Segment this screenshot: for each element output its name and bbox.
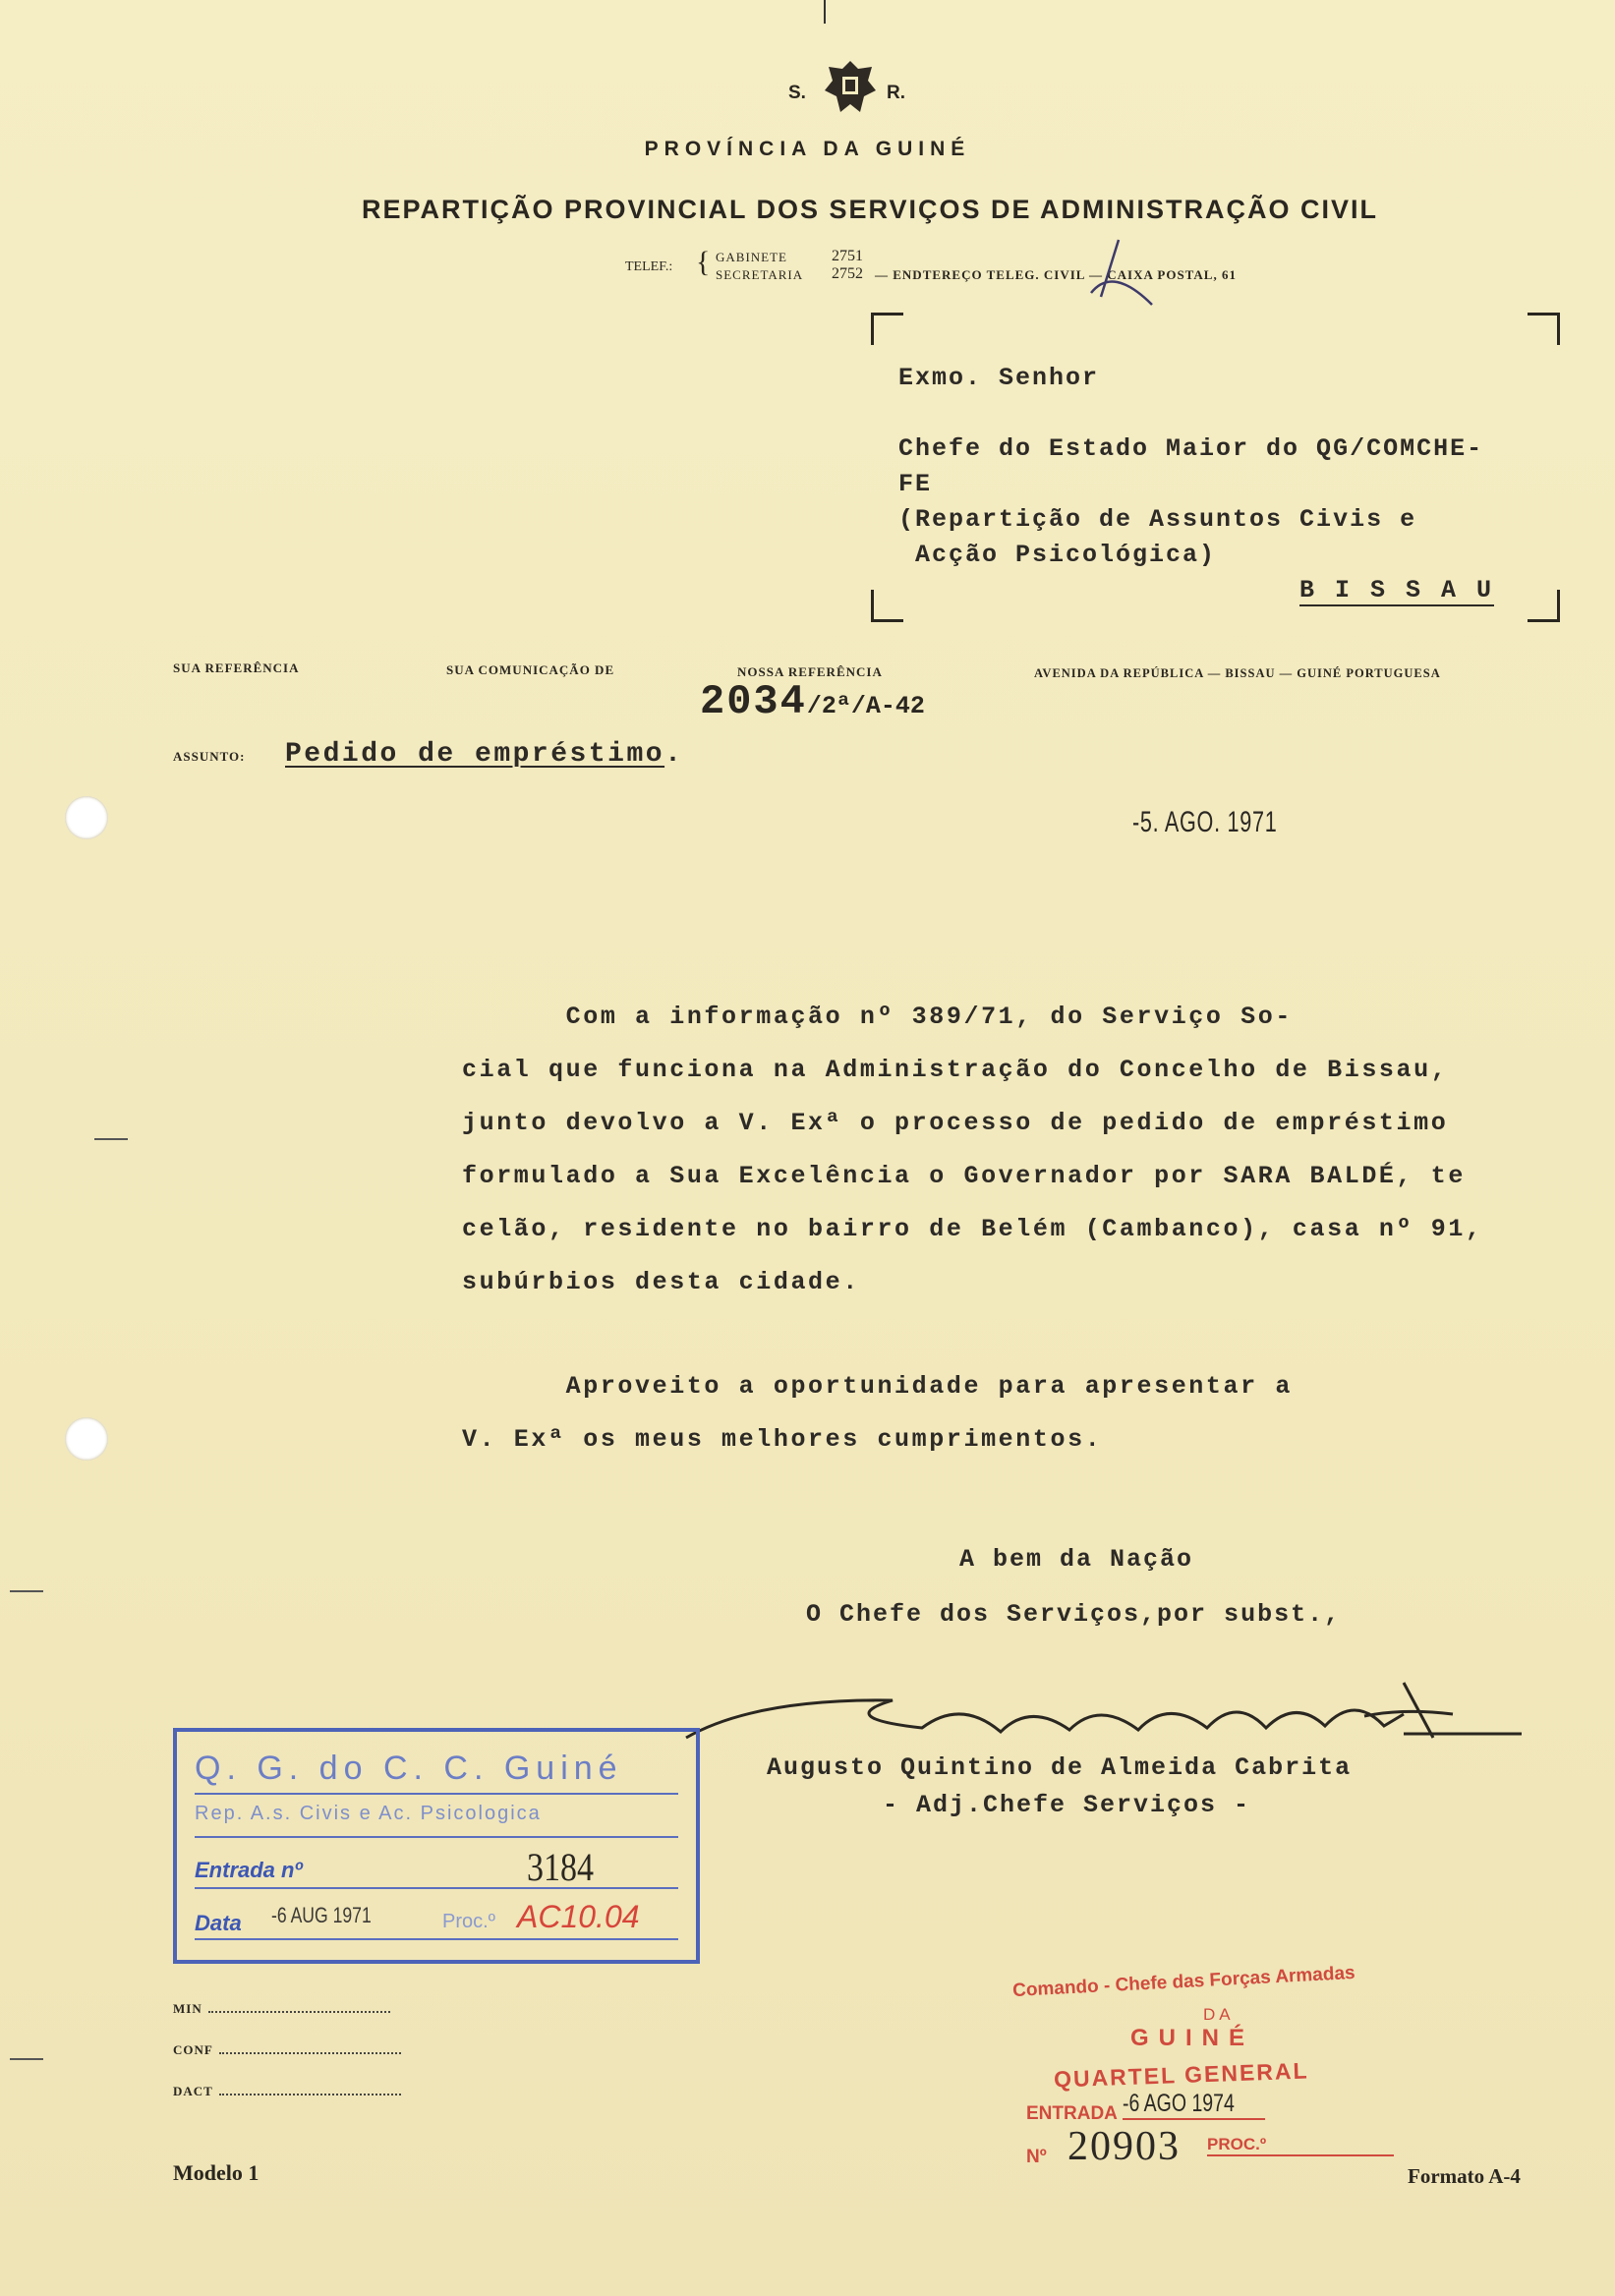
seal-right-letter: R. (887, 83, 905, 103)
punch-hole-bottom (65, 1417, 108, 1461)
model-label: Modelo 1 (173, 2160, 260, 2185)
stamp-red-date: -6 AGO 1974 (1123, 2090, 1265, 2120)
punch-hole-top (65, 796, 108, 839)
subject-label: ASSUNTO: (173, 749, 246, 764)
province-heading: PROVÍNCIA DA GUINÉ (644, 138, 971, 160)
closing-line-1: A bem da Nação (959, 1545, 1194, 1574)
stamp-red-entry-label: ENTRADA (1026, 2103, 1118, 2124)
stamp-blue-title: Q. G. do C. C. Guiné (195, 1750, 623, 1787)
registry-stamp-red (1011, 1962, 1425, 2182)
sender-address: AVENIDA DA REPÚBLICA — BISSAU — GUINÉ PORTUGUESA (1034, 666, 1441, 680)
stamp-red-proc: PROC.º (1207, 2135, 1394, 2156)
address-bracket-tl (871, 313, 903, 345)
conf-label: CONF (173, 2042, 213, 2057)
body-line: subúrbios desta cidade. (462, 1268, 860, 1296)
distribution-dact (173, 2084, 401, 2099)
distribution-conf (173, 2042, 401, 2058)
body-line: Com a informação nº 389/71, do Serviço So- (462, 1003, 1293, 1031)
phone-secretaria: SECRETARIA (716, 267, 804, 282)
body-line: cial que funciona na Administração do Concelho de Bissau, (462, 1056, 1449, 1084)
subject-text: Pedido de empréstimo (285, 739, 665, 770)
stamp-blue-proc-label: Proc.º (442, 1911, 495, 1932)
handwritten-signature (676, 1679, 1522, 1757)
signatory-name: Augusto Quintino de Almeida Cabrita (767, 1753, 1353, 1782)
body-line: V. Exª os meus melhores cumprimentos. (462, 1425, 1103, 1454)
body-line: formulado a Sua Excelência o Governador por SARA BALDÉ, te (462, 1162, 1466, 1190)
dact-label: DACT (173, 2084, 213, 2098)
stamp-red-line-1: Comando - Chefe das Forças Armadas (1011, 1962, 1356, 2002)
stamp-red-number-label: Nº (1026, 2147, 1047, 2167)
recipient-city: B I S S A U (1299, 576, 1495, 604)
our-reference-label: NOSSA REFERÊNCIA (737, 664, 883, 679)
phone-brace: { (696, 246, 711, 278)
phone-gabinete: GABINETE (716, 250, 787, 264)
address-bracket-tr (1528, 313, 1560, 345)
signatory-title: - Adj.Chefe Serviços - (883, 1791, 1251, 1819)
seal-left-letter: S. (788, 83, 806, 103)
address-bracket-bl (871, 590, 903, 622)
coat-of-arms-seal (777, 57, 924, 126)
our-reference-number (700, 678, 925, 725)
phone-gabinete-number: 2751 (832, 248, 863, 264)
phone-label: TELEF.: (625, 259, 673, 274)
recipient-salutation: Exmo. Senhor (898, 364, 1100, 392)
stamp-red-line-2: DA (1203, 2005, 1235, 2024)
margin-mark (10, 1590, 43, 1592)
pencil-mark-icon (1062, 236, 1160, 315)
stamp-blue-date-value: -6 AUG 1971 (271, 1903, 372, 1927)
body-line: Aproveito a oportunidade para apresentar a (462, 1372, 1293, 1401)
stamp-blue-rep-row (195, 1803, 678, 1838)
stamp-red-line-4: QUARTEL GENERAL (1053, 2057, 1309, 2093)
department-heading: REPARTIÇÃO PROVINCIAL DOS SERVIÇOS DE ADMINISTRAÇÃO CIVIL (361, 195, 1379, 224)
address-telegraph-line: — ENDTEREÇO TELEG. CIVIL — CAIXA POSTAL, 61 (875, 267, 1237, 282)
reference-suffix: /2ª/A-42 (806, 692, 925, 720)
stamp-blue-entry-number: 3184 (527, 1845, 594, 1889)
recipient-line-2: FE (898, 470, 933, 498)
body-line: junto devolvo a V. Exª o processo de pedido de empréstimo (462, 1109, 1449, 1137)
fold-mark (824, 0, 826, 24)
subject-line (285, 739, 683, 770)
registry-stamp-blue (173, 1728, 700, 1964)
stamp-blue-date-label: Data (195, 1911, 242, 1935)
format-label: Formato A-4 (1408, 2164, 1521, 2188)
recipient-line-4: Acção Psicológica) (898, 541, 1217, 569)
stamp-blue-title-row (195, 1750, 678, 1795)
address-bracket-br (1528, 590, 1560, 622)
stamp-blue-rep: Rep. A.s. Civis e Ac. Psicologica (195, 1803, 542, 1824)
recipient-line-1: Chefe do Estado Maior do QG/COMCHE- (898, 434, 1484, 463)
conf-dotted-line (219, 2052, 401, 2054)
subject-period: . (664, 739, 684, 770)
min-dotted-line (208, 2011, 390, 2013)
body-line: celão, residente no bairro de Belém (Cambanco), casa nº 91, (462, 1215, 1483, 1243)
stamp-blue-proc-value: AC10.04 (517, 1899, 640, 1934)
coat-of-arms-icon (821, 57, 880, 120)
stamp-blue-date-row (195, 1895, 678, 1940)
stamp-red-line-3: GUINÉ (1130, 2025, 1255, 2051)
phone-secretaria-number: 2752 (832, 265, 863, 282)
margin-mark (94, 1138, 128, 1140)
min-label: MIN (173, 2001, 202, 2016)
distribution-min (173, 2001, 390, 2017)
stamp-red-number: 20903 (1067, 2124, 1181, 2169)
stamp-blue-entry-row (195, 1844, 678, 1889)
stamp-blue-entry-label: Entrada nº (195, 1858, 303, 1882)
closing-line-2: O Chefe dos Serviços,por subst., (806, 1600, 1342, 1629)
dact-dotted-line (219, 2094, 401, 2095)
date-stamp: -5. AGO. 1971 (1132, 806, 1278, 838)
margin-mark (10, 2058, 43, 2060)
reference-number: 2034 (700, 678, 807, 725)
your-communication-label: SUA COMUNICAÇÃO DE (446, 662, 615, 677)
your-reference-label: SUA REFERÊNCIA (173, 660, 300, 675)
recipient-line-3: (Repartição de Assuntos Civis e (898, 505, 1417, 534)
